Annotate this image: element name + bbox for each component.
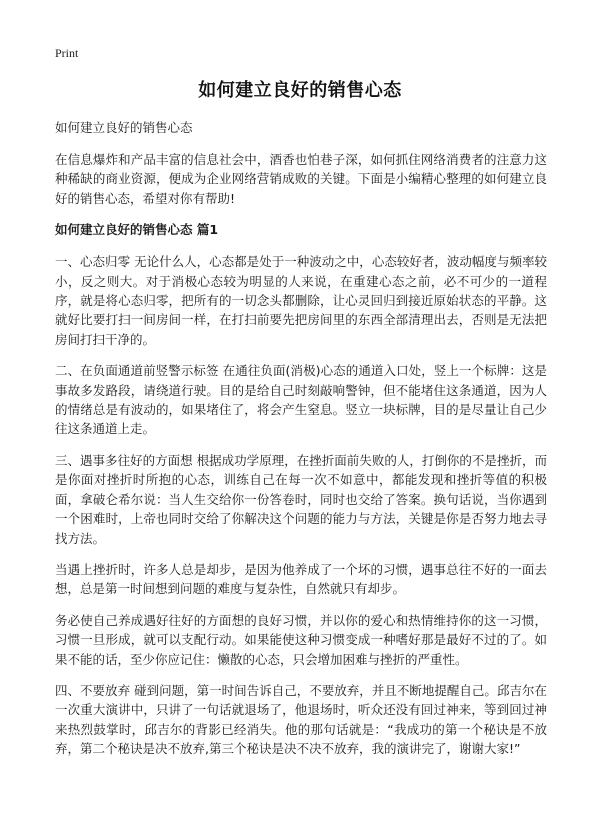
paragraph-1: 一、心态归零 无论什么人，心态都是处于一种波动之中，心态较好者，波动幅度与频率较小，反之则大。对于消极心态较为明显的人来说，在重建心态之前，必不可少的一道程序，就是将心态归零，把所有的一切念头都删除，让心灵回归到接近原始状态的平静。这就好比要打扫一间房间一样，在打扫前要先把房间里的东西全部清理出去，否则是无法把房间打扫干净的。 xyxy=(55,254,547,347)
section-heading: 如何建立良好的销售心态 篇1 xyxy=(55,222,219,238)
paragraph-5: 务必使自己养成遇好往好的方面想的良好习惯，并以你的爱心和热情维持你的这一习惯，习惯一旦形成，就可以支配行动。如果能使这种习惯变成一种嗜好那是最好不过的了。如果不能的话，至少你应记住：懒散的心态，只会增加困难与挫折的严重性。 xyxy=(55,612,547,667)
print-link[interactable]: Print xyxy=(55,46,79,60)
paragraph-6: 四、不要放弃 碰到问题，第一时间告诉自己，不要放弃，并且不断地提醒自己。邱吉尔在一次重大演讲中，只讲了一句话就退场了，他退场时，听众还没有回过神来，等到回过神来热烈鼓掌时，邱吉尔的背影已经消失。他的那句话就是：“我成功的第一个秘诀是不放弃，第二个秘诀是决不放弃,第三个秘诀是决不决不放弃，我的演讲完了，谢谢大家!” xyxy=(55,682,547,757)
article-subtitle: 如何建立良好的销售心态 xyxy=(55,120,193,135)
paragraph-3: 三、遇事多往好的方面想 根据成功学原理，在挫折面前失败的人，打倒你的不是挫折，而是你面对挫折时所抱的心态，训练自己在每一次不如意中，都能发现和挫折等值的积极面，拿破仑希尔说：当人生交给你一份答卷时，同时也交给了答案。换句话说，当你遇到一个困难时，上帝也同时交给了你解决这个问题的能力与方法，关键是你是否努力地去寻找方法。 xyxy=(55,452,547,546)
page-title: 如何建立良好的销售心态 xyxy=(198,80,402,101)
paragraph-2: 二、在负面通道前竖警示标签 在通往负面(消极)心态的通道入口处，竖上一个标牌：这是事故多发路段，请绕道行驶。目的是给自己时刻敲响警钟，但不能堵住这条通道，因为人的情绪总是有波动的，如果堵住了，将会产生窒息。竖立一块标牌，目的是尽量让自己少往这条通道上走。 xyxy=(55,363,547,437)
paragraph-4: 当遇上挫折时，许多人总是却步，是因为他养成了一个坏的习惯，遇事总往不好的一面去想，总是第一时间想到问题的难度与复杂性，自然就只有却步。 xyxy=(55,561,547,597)
article-body xyxy=(55,118,547,771)
intro-paragraph: 在信息爆炸和产品丰富的信息社会中，酒香也怕巷子深，如何抓住网络消费者的注意力这种稀缺的商业资源，便成为企业网络营销成败的关键。下面是小编精心整理的如何建立良好的销售心态，希望对你有帮助! xyxy=(55,152,547,206)
